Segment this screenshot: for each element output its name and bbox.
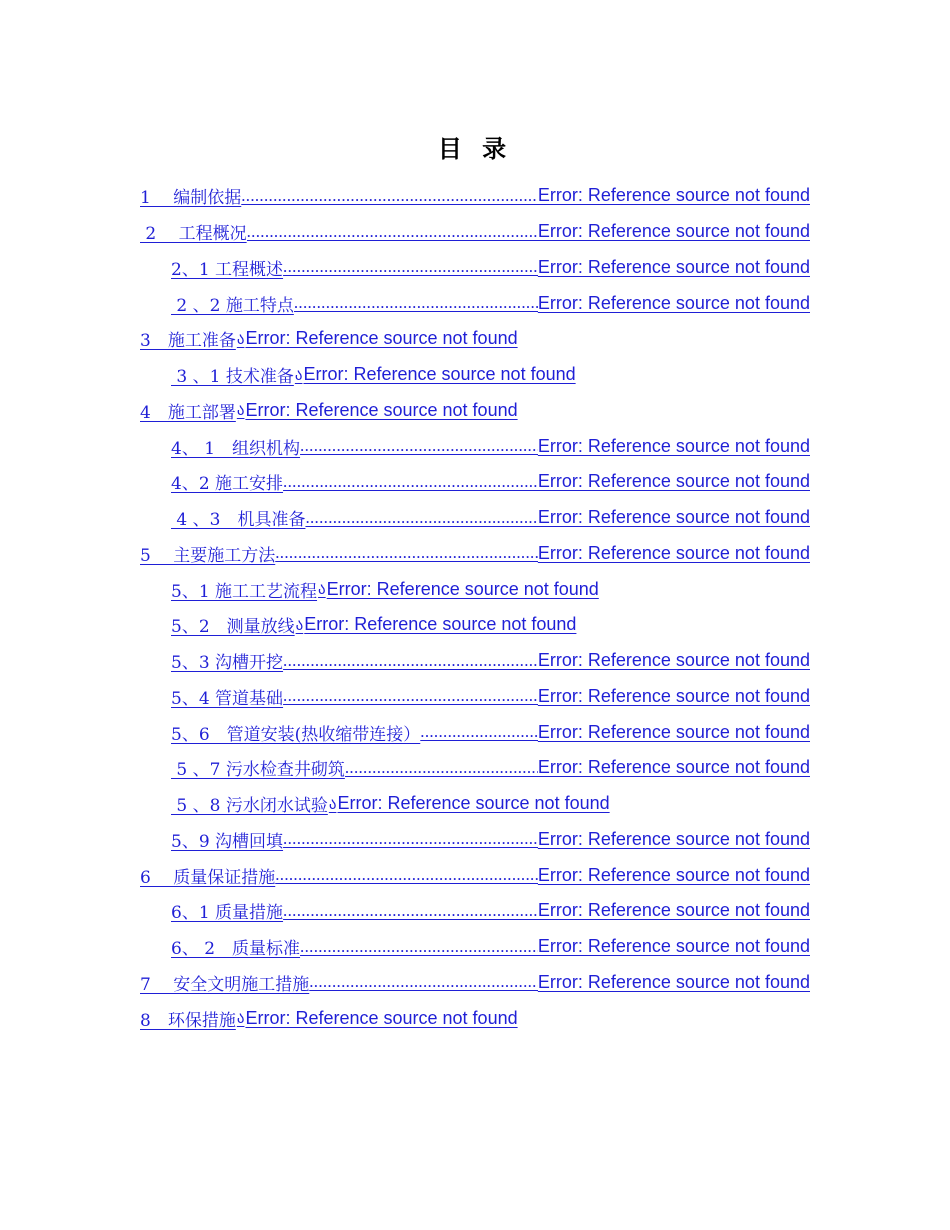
toc-entry-label: 5、6 管道安装(热收缩带连接） (171, 724, 421, 745)
toc-tab-glyph: ა (328, 794, 337, 813)
toc-entry-page-ref: Error: Reference source not found (537, 936, 810, 957)
toc-entry-6-2[interactable] (140, 929, 810, 965)
toc-dot-leader (420, 722, 538, 742)
toc-dot-leader (241, 186, 538, 206)
toc-entry-label: 5、2 测量放线 (171, 617, 295, 638)
toc-entry-label: 5、9 沟槽回填 (171, 831, 284, 852)
toc-dot-leader (283, 686, 538, 706)
toc-dot-leader (247, 222, 538, 242)
toc-entry-label: 4、2 施工安排 (171, 474, 284, 495)
toc-title: 目 录 (437, 135, 513, 163)
toc-tab-glyph: ა (236, 401, 245, 420)
toc-entry-label: 3 、1 技术准备 (171, 367, 294, 388)
toc-entry-5-8[interactable] (140, 786, 610, 822)
toc-dot-leader (300, 937, 538, 957)
toc-dot-leader (283, 829, 538, 849)
toc-entry-page-ref: Error: Reference source not found (303, 364, 576, 385)
toc-entry-label: 3 施工准备 (140, 331, 236, 352)
toc-entry-page-ref: Error: Reference source not found (537, 292, 810, 313)
toc-entry-page-ref: Error: Reference source not found (326, 578, 599, 599)
toc-entry-page-ref: Error: Reference source not found (537, 471, 810, 492)
toc-entry-8[interactable] (140, 1000, 518, 1036)
toc-entry-2-2[interactable] (140, 285, 810, 321)
toc-entry-5-6[interactable] (140, 714, 810, 750)
toc-entry-5-2[interactable] (140, 607, 576, 643)
toc-entry-page-ref: Error: Reference source not found (304, 614, 577, 635)
toc-tab-glyph: ა (236, 329, 245, 348)
toc-entry-label: 2 、2 施工特点 (171, 295, 294, 316)
toc-entry-page-ref: Error: Reference source not found (245, 1007, 518, 1028)
toc-tab-glyph: ა (318, 580, 326, 599)
toc-entry-4[interactable] (140, 393, 518, 429)
toc-entry-page-ref: Error: Reference source not found (245, 328, 518, 349)
toc-entry-page-ref: Error: Reference source not found (537, 221, 810, 242)
toc-entry-label: 2 工程概况 (140, 224, 247, 245)
toc-entry-label: 6、1 质量措施 (171, 903, 284, 924)
toc-entry-7[interactable] (140, 965, 810, 1001)
toc-entry-page-ref: Error: Reference source not found (537, 435, 810, 456)
toc-entry-label: 1 编制依据 (140, 188, 242, 209)
toc-entry-page-ref: Error: Reference source not found (337, 793, 610, 814)
toc-entry-label: 5 、7 污水检查井砌筑 (171, 760, 345, 781)
toc-entry-page-ref: Error: Reference source not found (537, 864, 810, 885)
toc-entry-6-1[interactable] (140, 893, 810, 929)
toc-entry-label: 5、4 管道基础 (171, 688, 284, 709)
toc-entry-page-ref: Error: Reference source not found (537, 757, 810, 778)
toc-entry-label: 6、 2 质量标准 (171, 939, 301, 960)
toc-entry-5-4[interactable] (140, 679, 810, 715)
toc-tab-glyph: ა (236, 1009, 245, 1028)
toc-entry-page-ref: Error: Reference source not found (537, 542, 810, 563)
toc-dot-leader (300, 436, 538, 456)
toc-entry-5-3[interactable] (140, 643, 810, 679)
toc-entry-2-1[interactable] (140, 250, 810, 286)
toc-entry-label: 7 安全文明施工措施 (140, 974, 310, 995)
toc-dot-leader (283, 472, 538, 492)
toc-entry-page-ref: Error: Reference source not found (537, 900, 810, 921)
toc-entry-page-ref: Error: Reference source not found (537, 256, 810, 277)
toc-entry-6[interactable] (140, 857, 810, 893)
toc-dot-leader (283, 257, 538, 277)
toc-entry-5[interactable] (140, 536, 810, 572)
toc-entry-page-ref: Error: Reference source not found (537, 828, 810, 849)
toc-entry-page-ref: Error: Reference source not found (537, 721, 810, 742)
toc-entry-label: 5 、8 污水闭水试验 (171, 796, 328, 817)
toc-dot-leader (283, 901, 538, 921)
toc-tab-glyph: ა (294, 365, 303, 384)
toc-list (140, 178, 810, 1036)
toc-entry-page-ref: Error: Reference source not found (537, 650, 810, 671)
toc-entry-3[interactable] (140, 321, 518, 357)
toc-dot-leader (275, 865, 538, 885)
toc-entry-page-ref: Error: Reference source not found (537, 507, 810, 528)
toc-entry-label: 5 主要施工方法 (140, 545, 276, 566)
toc-entry-label: 4 施工部署 (140, 402, 236, 423)
toc-entry-page-ref: Error: Reference source not found (537, 185, 810, 206)
toc-entry-2[interactable] (140, 214, 810, 250)
toc-entry-label: 5、1 施工工艺流程 (171, 581, 318, 602)
toc-tab-glyph: ა (295, 615, 304, 634)
toc-entry-1[interactable] (140, 178, 810, 214)
toc-entry-4-3[interactable] (140, 500, 810, 536)
toc-entry-4-2[interactable] (140, 464, 810, 500)
toc-entry-page-ref: Error: Reference source not found (245, 399, 518, 420)
toc-entry-5-9[interactable] (140, 822, 810, 858)
toc-entry-label: 8 环保措施 (140, 1010, 236, 1031)
toc-entry-4-1[interactable] (140, 428, 810, 464)
toc-entry-5-1[interactable] (140, 571, 599, 607)
toc-entry-label: 4 、3 机具准备 (171, 510, 306, 531)
toc-dot-leader (275, 543, 538, 563)
toc-entry-label: 5、3 沟槽开挖 (171, 653, 284, 674)
toc-dot-leader (283, 651, 538, 671)
toc-entry-label: 2、1 工程概述 (171, 259, 284, 280)
toc-dot-leader (309, 972, 538, 992)
toc-entry-3-1[interactable] (140, 357, 576, 393)
toc-dot-leader (345, 758, 538, 778)
toc-dot-leader (294, 293, 538, 313)
toc-entry-5-7[interactable] (140, 750, 810, 786)
toc-entry-page-ref: Error: Reference source not found (537, 685, 810, 706)
toc-entry-page-ref: Error: Reference source not found (537, 971, 810, 992)
toc-entry-label: 6 质量保证措施 (140, 867, 276, 888)
toc-dot-leader (305, 508, 537, 528)
toc-entry-label: 4、 1 组织机构 (171, 438, 301, 459)
